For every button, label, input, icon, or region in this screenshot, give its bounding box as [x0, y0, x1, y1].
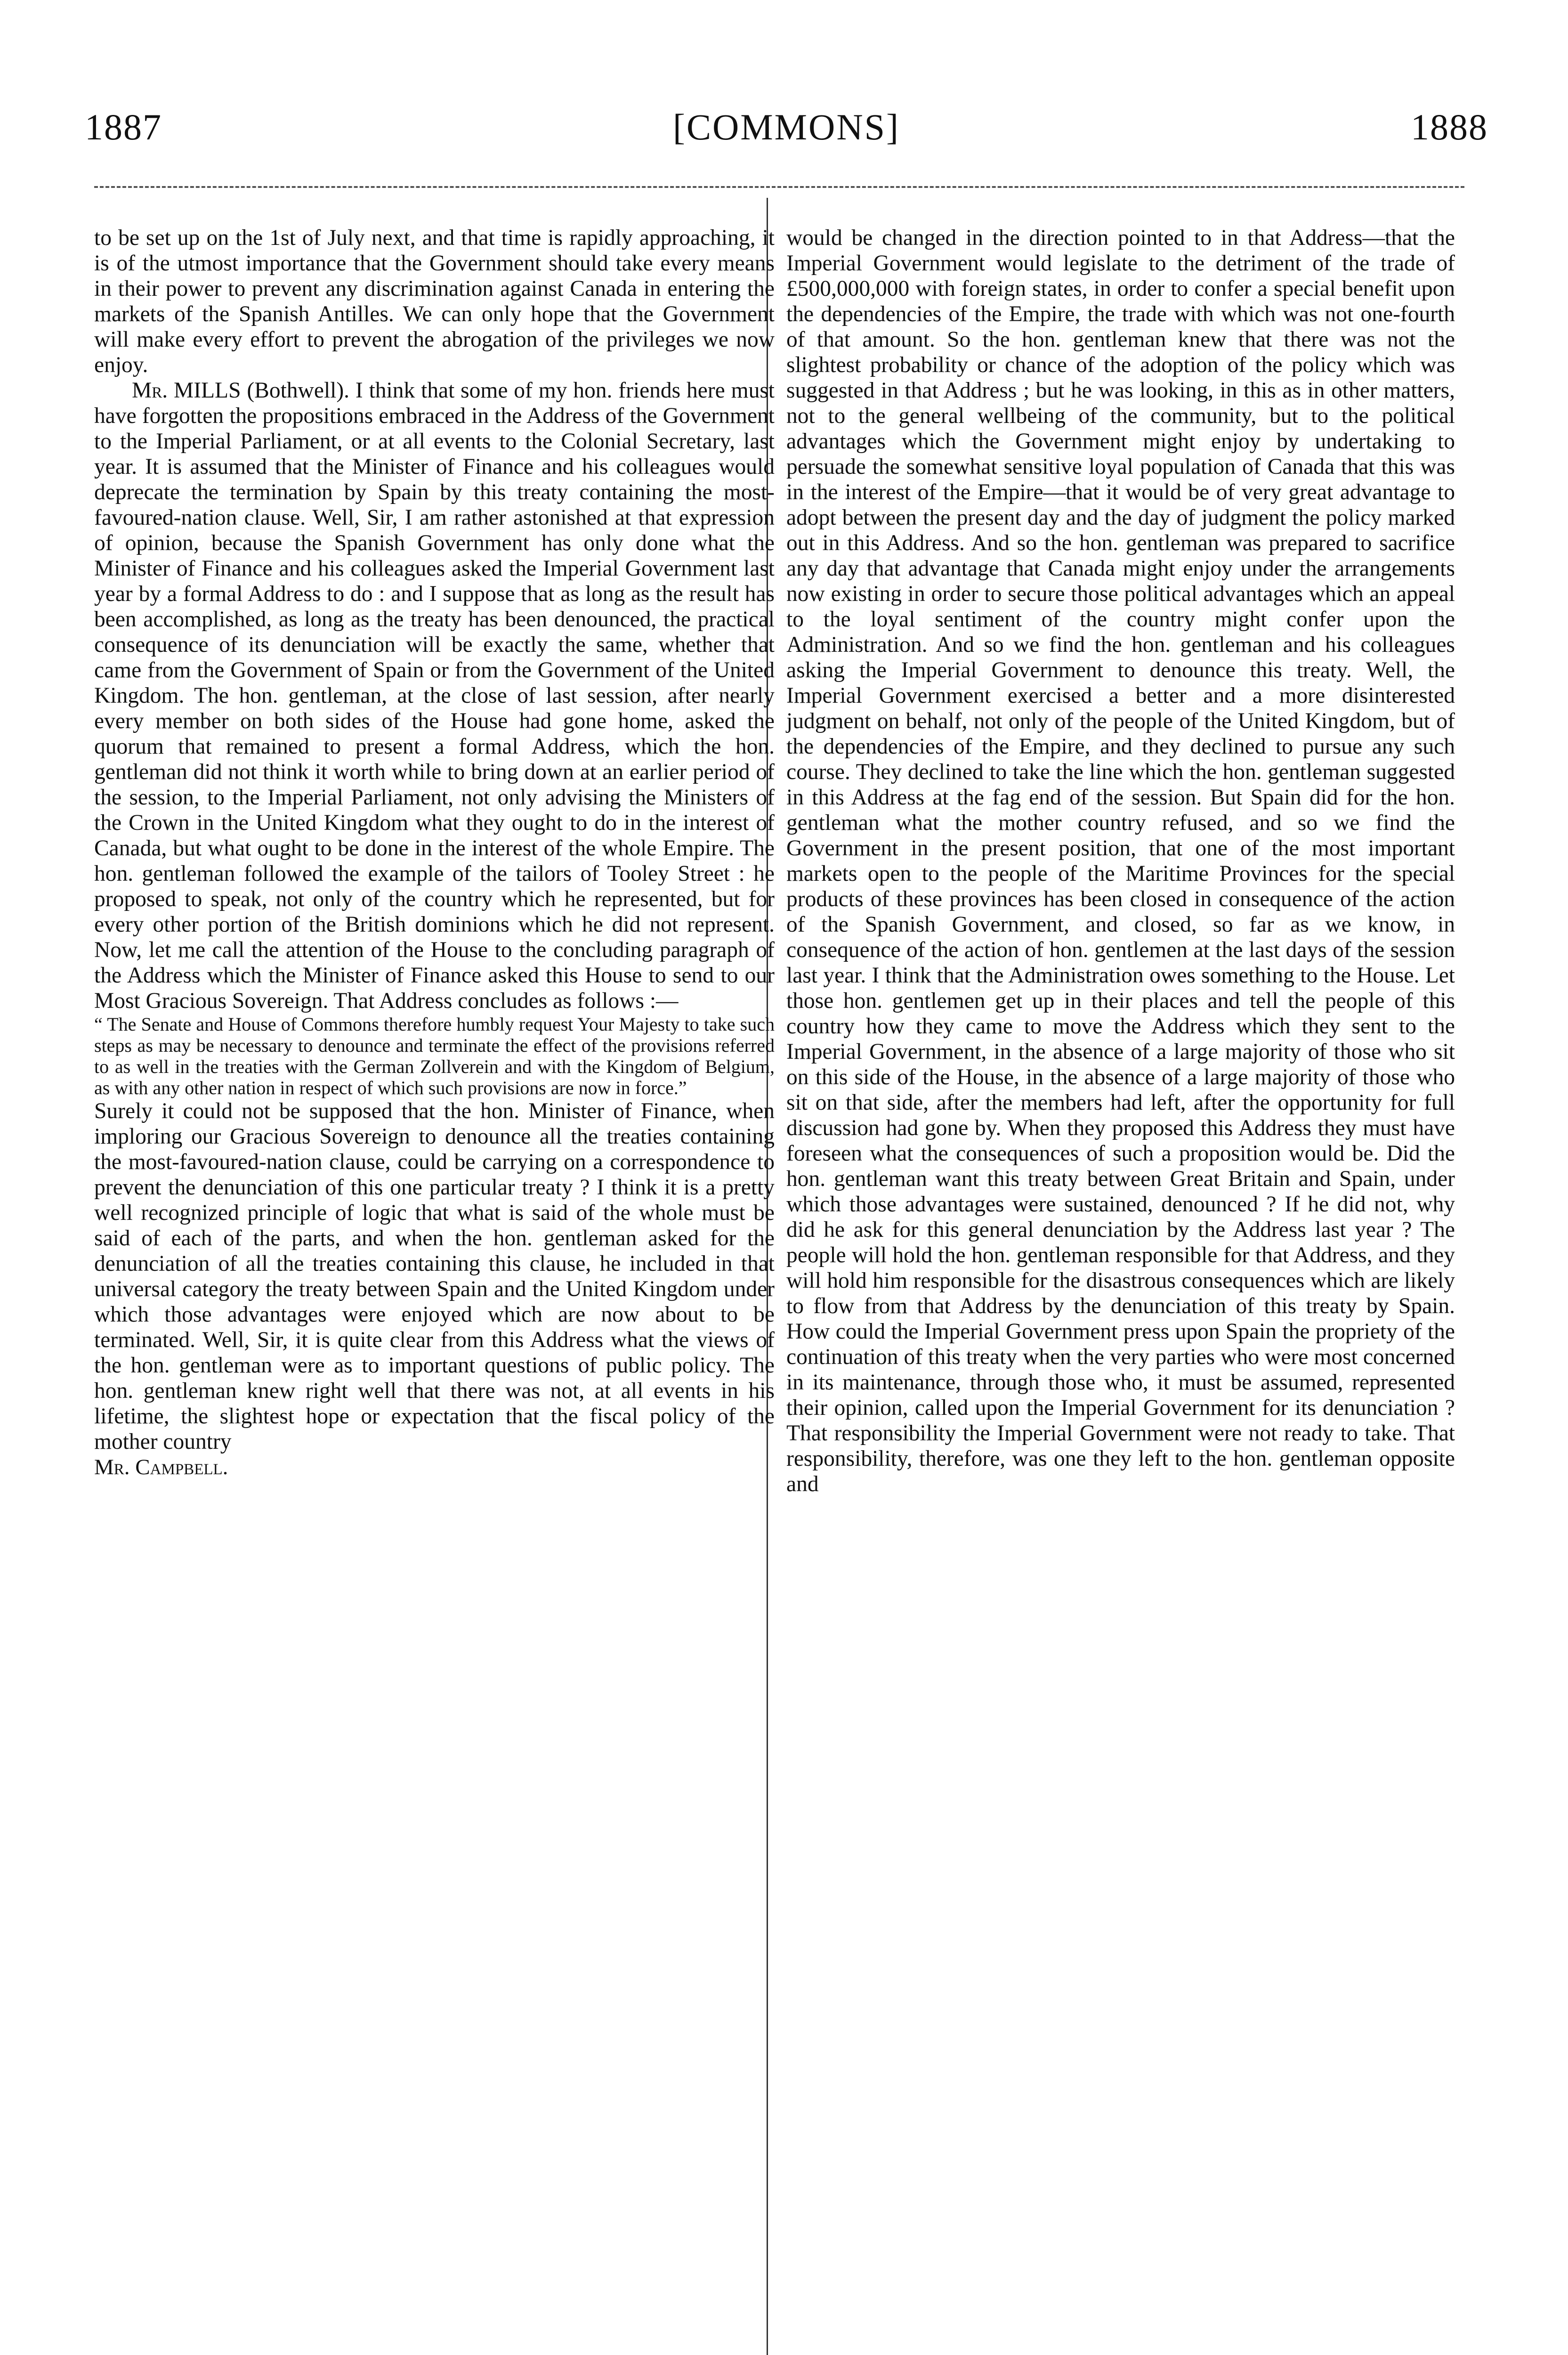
paragraph [94, 378, 775, 1014]
right-column [786, 225, 1455, 1497]
page-title: [COMMONS] [672, 106, 900, 147]
column-number-right: 1888 [1411, 106, 1488, 147]
page-header [85, 106, 1488, 162]
paragraph: to be set up on the 1st of July next, and that time is rapidly approaching, it is of the utmost importance that the Government should take every means in their power to prevent any discrimination against Canada in entering the markets of the Spanish Antilles. We can only hope that the Government will make every effort to prevent the abrogation of the privileges we now enjoy. [94, 226, 775, 377]
paragraph-text: (Bothwell). I think that some of my hon. friends here must have forgotten the propositions embraced in the Address of the Government to the Imperial Parliament, or at all events to the Colonial Secretary, last year. It is assumed that the Minister of Finance and his colleagues would deprecate the termination by Spain by this treaty containing the most-favoured-nation clause. Well, Sir, I am rather astonished at that expression of opinion, because the Spanish Government has only done what the Minister of Finance and his colleagues asked the Imperial Government last year by a formal Address to do : and I suppose that as long as the result has been accomplished, as long as the treaty has been denounced, the practical consequence of its denunciation will be exactly the same, whether that came from the Government of Spain or from the Government of the United Kingdom. The hon. gentleman, at the close of last session, after nearly every member on both sides of the House had gone home, asked the quorum that remained to present a formal Address, which the hon. gentleman did not think it worth while to bring down at an earlier period of the session, to the Imperial Parliament, not only advising the Ministers of the Crown in the United Kingdom what they ought to do in the interest of Canada, but what ought to be done in the interest of the whole Empire. The hon. gentleman followed the example of the tailors of Tooley Street : he proposed to speak, not only of the country which he represented, but for every other portion of the British dominions which he did not represent. Now, let me call the attention of the House to the concluding paragraph of the Address which the Minister of Finance asked this House to send to our Most Gracious Sovereign. That Address concludes as follows :— [94, 378, 775, 1013]
speaker-name: Mr. MILLS [132, 378, 241, 403]
running-speaker-note: Mr. Campbell. [94, 1455, 228, 1479]
column-number-left: 1887 [85, 106, 162, 147]
paragraph: would be changed in the direction pointed to in that Address—that the Imperial Government would legislate to the detriment of the trade of £500,000,000 with foreign states, in order to confer a special benefit upon the dependencies of the Empire, the trade with which was not one-fourth of that amount. So the hon. gentleman knew that there was not the slightest probability or chance of the adoption of the policy which was suggested in that Address ; but he was looking, in this as in other matters, not to the general wellbeing of the community, but to the political advantages which the Government might enjoy by undertaking to persuade the somewhat sensitive loyal population of Canada that this was in the interest of the Empire—that it would be of very great advantage to adopt between the present day and the day of judgment the policy marked out in this Address. And so the hon. gentleman was prepared to sacrifice any day that advantage that Canada might enjoy under the arrangements now existing in order to secure those political advantages which an appeal to the loyal sentiment of the country might confer upon the Administration. And so we find the hon. gentleman and his colleagues asking the Imperial Government to denounce this treaty. Well, the Imperial Government exercised a better and a more disinterested judgment on behalf, not only of the people of the United Kingdom, but of the dependencies of the Empire, and they declined to pursue any such course. They declined to take the line which the hon. gentleman suggested in this Address at the fag end of the session. But Spain did for the hon. gentleman what the mother country refused, and so we find the Government in the present position, that one of the most important markets open to the people of the Maritime Provinces for the special products of these provinces has been closed in consequence of the action of the Spanish Government, and closed, so far as we know, in consequence of the action of hon. gentlemen at the last days of the session last year. I think that the Administration owes something to the House. Let those hon. gentlemen get up in their places and tell the people of this country how they came to move the Address which they sent to the Imperial Government, in the absence of a large majority of those who sit on this side of the House, in the absence of a large majority of those who sit on that side, after the members had left, after the opportunity for full discussion had gone by. When they proposed this Address they must have foreseen what the consequences of such a proposition would be. Did the hon. gentleman want this treaty between Great Britain and Spain, under which those advantages were sustained, denounced ? If he did not, why did he ask for this general denunciation by the Address last year ? The people will hold the hon. gentleman responsible for that Address, and they will hold him responsible for the disastrous consequences which are likely to flow from that Address by the denunciation of this treaty by Spain. How could the Imperial Government press upon Spain the propriety of the continuation of this treaty when the very parties who were most concerned in its maintenance, through those who, it must be assumed, represented their opinion, called upon the Imperial Government for its denunciation ? That responsibility the Imperial Government were not ready to take. That responsibility, therefore, was one they left to the hon. gentleman opposite and [786, 226, 1455, 1496]
left-column [94, 225, 775, 1480]
header-rule [94, 186, 1464, 188]
paragraph: Surely it could not be supposed that the hon. Minister of Finance, when imploring our Gracious Sovereign to denounce all the treaties containing the most-favoured-nation clause, could be carrying on a correspondence to prevent the denunciation of this one particular treaty ? I think it is a pretty well recognized principle of logic that what is said of the whole must be said of each of the parts, and when the hon. gentleman asked for the denunciation of all the treaties containing this clause, he included in that universal category the treaty between Spain and the United Kingdom under which those advantages were enjoyed which are now about to be terminated. Well, Sir, it is quite clear from this Address what the views of the hon. gentleman were as to important questions of public policy. The hon. gentleman knew right well that there was not, at all events in his lifetime, the slightest hope or expectation that the fiscal policy of the mother country [94, 1099, 775, 1454]
block-quote: “ The Senate and House of Commons therefore humbly request Your Majesty to take such steps as may be necessary to denounce and terminate the effect of the provisions referred to as well in the treaties with the German Zollverein and with the Kingdom of Belgium, as with any other nation in respect of which such provisions are now in force.” [94, 1014, 775, 1098]
